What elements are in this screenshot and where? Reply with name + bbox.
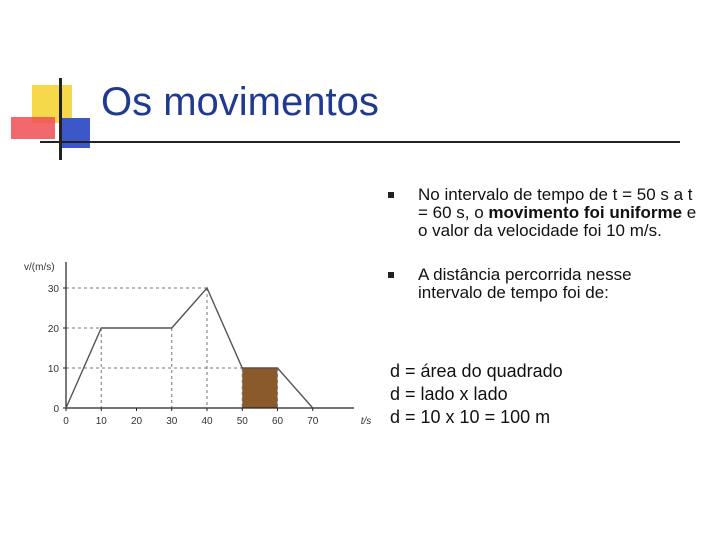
decor-vertical-line (59, 78, 62, 160)
bullet-item (388, 266, 698, 302)
x-tick-label: 0 (63, 416, 69, 427)
decor-red-rectangle (11, 117, 55, 139)
y-axis-label: v/(m/s) (24, 262, 55, 273)
slide-title: Os movimentos (101, 80, 379, 124)
y-tick-label: 10 (47, 364, 59, 375)
equation-line: d = área do quadrado (390, 361, 563, 381)
x-tick-label: 60 (271, 416, 284, 427)
bullet-text: No intervalo de tempo de t = 50 s a t = 60 s, o movimento foi uniforme e o valor da velocidade foi 10 m/s. (418, 185, 697, 240)
y-tick-label: 20 (47, 324, 59, 335)
decor-blue-square (60, 118, 90, 148)
x-tick-label: 30 (166, 416, 178, 427)
x-tick-label: 20 (130, 416, 143, 427)
x-tick-label: 10 (95, 416, 107, 427)
bullet-text: A distância percorrida nesse intervalo de tempo foi de: (418, 265, 632, 302)
y-tick-label: 30 (47, 284, 59, 295)
bullet-item (388, 186, 698, 240)
x-tick-label: 40 (201, 416, 213, 427)
equation-line: d = lado x lado (390, 384, 508, 404)
equation-line: d = 10 x 10 = 100 m (390, 407, 551, 427)
bullet-marker-icon (388, 192, 394, 198)
bullet-bold-text: movimento foi uniforme (488, 203, 683, 222)
area-square (242, 368, 277, 408)
x-tick-label: 70 (307, 416, 319, 427)
x-axis-label: t/s (360, 416, 372, 427)
x-tick-label: 50 (236, 416, 248, 427)
bullet-marker-icon (388, 272, 394, 278)
equations (390, 360, 563, 429)
y-tick-label: 0 (53, 404, 59, 415)
title-underline (40, 141, 680, 143)
bullet-list (388, 186, 698, 328)
velocity-time-chart (20, 250, 370, 440)
